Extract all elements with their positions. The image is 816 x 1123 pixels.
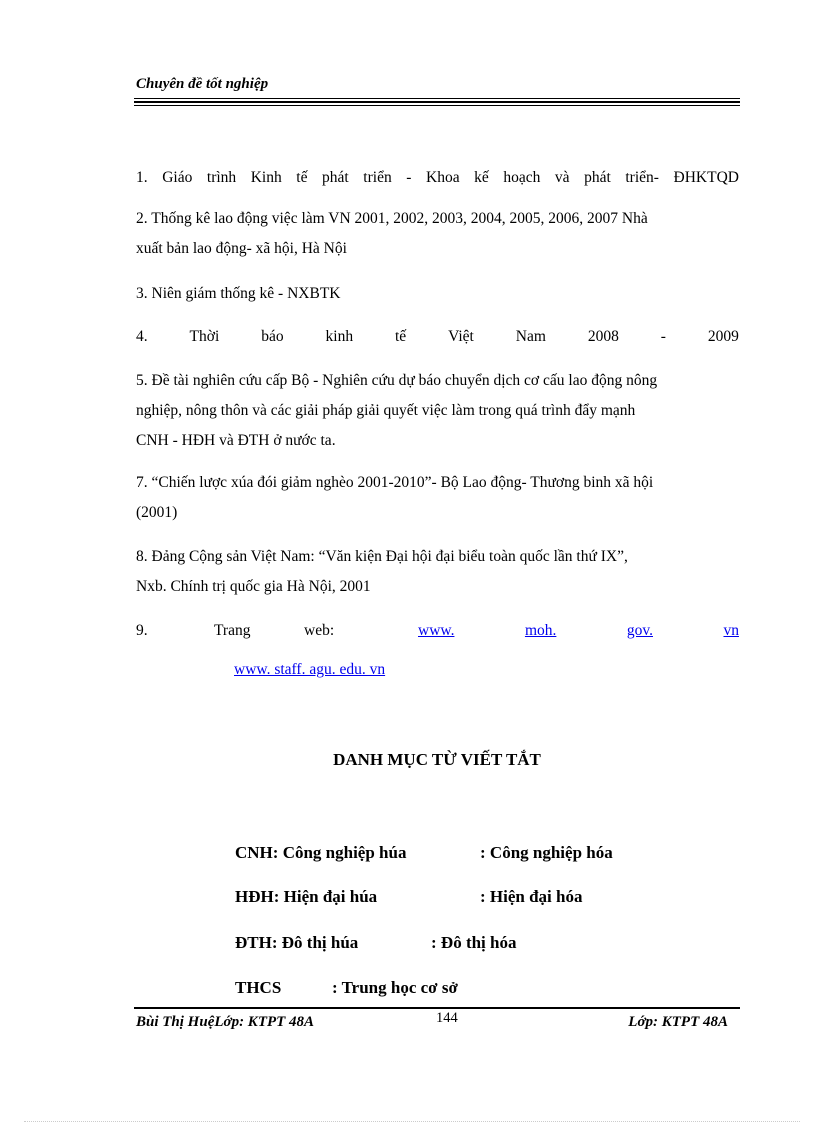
- link-staff-agu-edu-vn[interactable]: www. staff. agu. edu. vn: [234, 661, 386, 678]
- reference-4-word: kinh: [325, 328, 354, 345]
- reference-1-word: -: [406, 169, 412, 186]
- reference-5-line-1: 5. Đề tài nghiên cứu cấp Bộ - Nghiên cứu dự báo chuyển dịch cơ cấu lao động nông: [136, 372, 658, 389]
- reference-1-word: hoạch: [503, 169, 541, 186]
- reference-5-line-2: nghiệp, nông thôn và các giải pháp giải quyết việc làm trong quá trình đẩy mạnh: [136, 402, 636, 419]
- link-part[interactable]: vn: [723, 622, 739, 639]
- reference-5-line-3: CNH - HĐH và ĐTH ở nước ta.: [136, 432, 336, 449]
- reference-7-line-1: 7. “Chiến lược xúa đói giảm nghèo 2001-2010”- Bộ Lao động- Thương binh xã hội: [136, 474, 654, 491]
- footer-rule: [134, 1007, 740, 1009]
- reference-7-line-2: (2001): [136, 504, 178, 521]
- reference-2-line-1: 2. Thống kê lao động việc làm VN 2001, 2002, 2003, 2004, 2005, 2006, 2007 Nhà: [136, 210, 648, 227]
- link-part[interactable]: www.: [418, 622, 455, 639]
- reference-8-line-1: 8. Đảng Cộng sản Việt Nam: “Văn kiện Đại hội đại biểu toàn quốc lần thứ IX”,: [136, 548, 628, 565]
- abbreviation-term: HĐH: Hiện đại húa: [235, 887, 378, 906]
- reference-1-word: triển-: [625, 169, 659, 186]
- reference-1-word: Khoa: [426, 169, 460, 186]
- reference-4: [136, 322, 739, 352]
- reference-1-word: và: [554, 169, 570, 186]
- reference-1-word: tế: [296, 169, 308, 186]
- page-number: 144: [436, 1010, 458, 1026]
- abbreviation-definition: : Hiện đại hóa: [480, 887, 583, 906]
- reference-2-line-2: xuất bản lao động- xã hội, Hà Nội: [136, 240, 347, 257]
- link-part[interactable]: moh.: [524, 622, 557, 639]
- reference-9-number: 9.: [136, 622, 148, 639]
- abbreviation-definition: : Công nghiệp hóa: [480, 843, 613, 862]
- reference-1-word: phát: [322, 169, 349, 186]
- reference-4-word: Nam: [515, 328, 546, 345]
- reference-8-line-2: Nxb. Chính trị quốc gia Hà Nội, 2001: [136, 578, 371, 595]
- reference-4-word: 2009: [707, 328, 739, 345]
- reference-1-word: triển: [363, 169, 392, 186]
- reference-1-word: 1.: [136, 169, 148, 186]
- reference-4-line: [136, 322, 739, 352]
- reference-4-word: báo: [261, 328, 284, 345]
- reference-1-word: ĐHKTQD: [673, 169, 739, 186]
- reference-1: [136, 163, 739, 193]
- reference-3: 3. Niên giám thống kê - NXBTK: [136, 285, 341, 302]
- reference-4-word: Thời: [189, 328, 220, 345]
- reference-4-word: 2008: [587, 328, 619, 345]
- reference-4-word: tế: [395, 328, 407, 345]
- header-rule-top: [134, 98, 740, 99]
- reference-1-word: phát: [584, 169, 611, 186]
- header-title: Chuyên đề tốt nghiệp: [136, 76, 269, 92]
- section-title: DANH MỤC TỪ VIẾT TẮT: [333, 750, 541, 769]
- reference-1-word: kế: [474, 169, 489, 186]
- reference-2: [136, 204, 739, 264]
- abbreviation-definition: : Trung học cơ sở: [332, 978, 458, 997]
- reference-5: [136, 366, 739, 456]
- reference-4-word: -: [660, 328, 666, 345]
- header-rule-middle: [134, 101, 740, 103]
- reference-4-word: Việt: [448, 328, 474, 345]
- reference-1-word: Giáo: [162, 169, 193, 186]
- reference-4-word: 4.: [136, 328, 148, 345]
- reference-7: [136, 468, 739, 528]
- page-edge-dotted-line: [24, 1121, 800, 1122]
- reference-8: [136, 542, 739, 602]
- abbreviation-term: CNH: Công nghiệp húa: [235, 843, 407, 862]
- footer-author: Bùi Thị HuệLớp: KTPT 48A: [136, 1014, 315, 1030]
- reference-1-line: [136, 163, 739, 193]
- link-part[interactable]: gov.: [626, 622, 653, 639]
- header-rule-bottom: [134, 105, 740, 106]
- reference-1-word: trình: [206, 169, 237, 186]
- reference-9-label: Trang: [214, 622, 251, 639]
- link-moh-gov-vn[interactable]: [418, 616, 739, 646]
- abbreviation-definition: : Đô thị hóa: [431, 933, 517, 952]
- footer-class: Lớp: KTPT 48A: [628, 1014, 728, 1030]
- abbreviation-term: THCS: [235, 978, 282, 997]
- reference-9-web-label: web:: [304, 622, 335, 639]
- abbreviation-term: ĐTH: Đô thị húa: [235, 933, 359, 952]
- reference-1-word: Kinh: [250, 169, 282, 186]
